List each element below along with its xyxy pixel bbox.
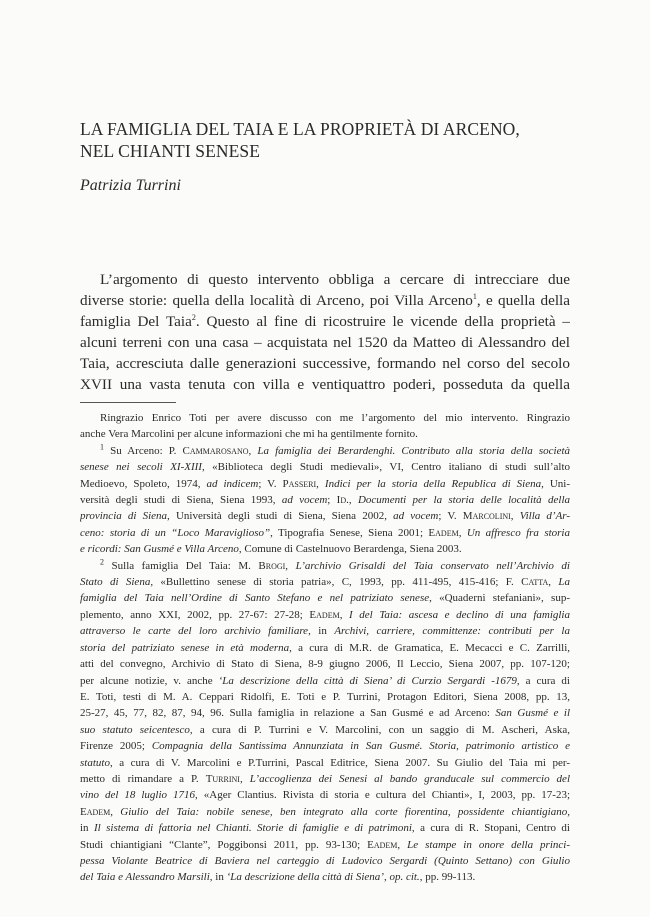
- footnotes: [80, 410, 570, 886]
- note-line: anche Vera Marcolini per alcune informazioni che mi ha gentilmente fornito.: [80, 428, 418, 441]
- note-line: metto di rimandare a P. Turrini, L’accoglienza dei Senesi al bando granducale sul commercio del: [80, 772, 570, 785]
- note-line: pessa Violante Beatrice di Baviera nel carteggio di Ludovico Sergardi (Quinto Settano) con Giulio: [80, 854, 570, 867]
- note-line: E. Toti, testi di M. A. Ceppari Ridolfi, E. Toti e P. Turrini, Protagon Editori, Siena 2008, pp. 13,: [80, 690, 570, 703]
- note-line: Firenze 2005; Compagnia della Santissima Annunziata in San Gusmé. Storia, patrimonio artistico e: [80, 740, 570, 753]
- footnote-ref-1[interactable]: 1: [472, 291, 477, 301]
- note-line: vino del 18 luglio 1716, «Ager Clantius. Rivista di storia e cultura del Chianti», I, 2003, pp. 17-23;: [80, 789, 570, 802]
- note-line: plemento, anno XXI, 2002, pp. 27-67: 27-28; Eadem, I del Taia: ascesa e declino di una famiglia: [80, 608, 570, 621]
- title-line-2: NEL CHIANTI SENESE: [80, 141, 261, 161]
- footnote-ref-2[interactable]: 2: [191, 312, 196, 322]
- note-line: storia del patriziato senese in età moderna, a cura di M.R. de Gramatica, E. Mecacci e C. Zarrilli,: [80, 641, 570, 654]
- note-line: statuto, a cura di V. Marcolini e P.Turrini, Pascal Editrice, Siena 2007. Su Giulio del Taia mi per-: [80, 756, 570, 769]
- note-line: famiglia del Taia nell’Ordine di Santo Stefano e nel patriziato senese, «Quaderni stefaniani», sup-: [80, 592, 570, 605]
- body-line: famiglia Del Taia$^2$. Questo al fine di ricostruire le vicende della proprietà –: [80, 312, 570, 330]
- note-line: attraverso le carte del loro archivio familiare, in Archivi, carriere, committenze: contributi per la: [80, 625, 570, 638]
- note-line: Eadem, Giulio del Taia: nobile senese, ben integrato alla corte fiorentina, possidente chiantigiano,: [80, 805, 570, 818]
- note-line: e ricordi: San Gusmé e Villa Arceno, Comune di Castelnuovo Berardenga, Siena 2003.: [80, 543, 462, 556]
- note-line: in Il sistema di fattoria nel Chianti. Storie di famiglie e di patrimoni, a cura di R. Stopani, Centro di: [80, 822, 570, 835]
- note-line: provincia di Siena, Università degli studi di Siena, Siena 2002, ad vocem; V. Marcolini, Villa d’Ar-: [80, 510, 570, 523]
- note-line: senese nei secoli XI-XIII, «Biblioteca degli Studi medievali», VI, Centro italiano di studi sull’alto: [80, 461, 570, 474]
- footnote-separator: [80, 402, 176, 403]
- body-line: L’argomento di questo intervento obbliga a cercare di intrecciare due: [100, 271, 570, 288]
- note-line: ceno: storia di un “Loco Maraviglioso”, Tipografia Senese, Siena 2001; Eadem, Un affresco fra storia: [80, 526, 570, 539]
- body-line: diverse storie: quella della località di Arceno, poi Villa Arceno$^1$, e quella della: [80, 291, 570, 309]
- body-line: XVII una vasta tenuta con villa e ventiquattro poderi, posseduta da quella: [80, 376, 570, 393]
- body-paragraph: [80, 269, 570, 395]
- body-line: Taia, accresciuta dalle generazioni successive, formando nel corso del secolo: [80, 355, 570, 372]
- footnote-2: $^2$ Sulla famiglia Del Taia: M. Brogi, L’archivio Grisaldi del Taia conservato nell’Archivio di: [100, 557, 570, 572]
- note-line: per alcune notizie, v. anche ‘La descrizione della città di Siena’ di Curzio Sergardi -1679, a cura di: [80, 674, 570, 687]
- footnote-1: $^1$ Su Arceno: P. Cammarosano, La famiglia dei Berardenghi. Contributo alla storia della società: [100, 442, 570, 457]
- article-title: [80, 118, 580, 162]
- title-line-1: LA FAMIGLIA DEL TAIA E LA PROPRIETÀ DI ARCENO,: [80, 119, 520, 139]
- note-line: versità degli studi di Siena, Siena 1993, ad vocem; Id., Documenti per la storia delle località della: [80, 494, 570, 507]
- body-line: alcuni terreni con una casa – acquistata nel 1520 da Matteo di Alessandro del: [80, 334, 570, 351]
- author-name: Patrizia Turrini: [80, 177, 181, 194]
- note-line: del Taia e Alessandro Marsili, in ‘La descrizione della città di Siena’, op. cit., pp. 99-113.: [80, 871, 476, 884]
- note-line: suo statuto seicentesco, a cura di P. Turrini e V. Marcolini, con un saggio di M. Ascheri, Aska,: [80, 723, 570, 736]
- note-line: Medioevo, Spoleto, 1974, ad indicem; V. Passeri, Indici per la storia della Republica di Siena, Uni-: [80, 477, 570, 490]
- note-line: Ringrazio Enrico Toti per avere discusso con me l’argomento del mio intervento. Ringrazio: [100, 412, 570, 424]
- note-line: Stato di Siena, «Bullettino senese di storia patria», C, 1993, pp. 411-495, 415-416; F. Catta, La: [80, 576, 570, 589]
- note-line: Studi chiantigiani “Clante”, Poggibonsi 2011, pp. 93-130; Eadem, Le stampe in onore della princi-: [80, 838, 570, 851]
- note-line: 25-27, 45, 77, 82, 87, 94, 96. Sulla famiglia in relazione a San Gusmé e ad Arceno: San Gusmé e il: [80, 707, 570, 720]
- note-line: atti del convegno, Archivio di Stato di Siena, 8-9 giugno 2006, Il Leccio, Siena 2007, pp. 107-120;: [80, 658, 570, 671]
